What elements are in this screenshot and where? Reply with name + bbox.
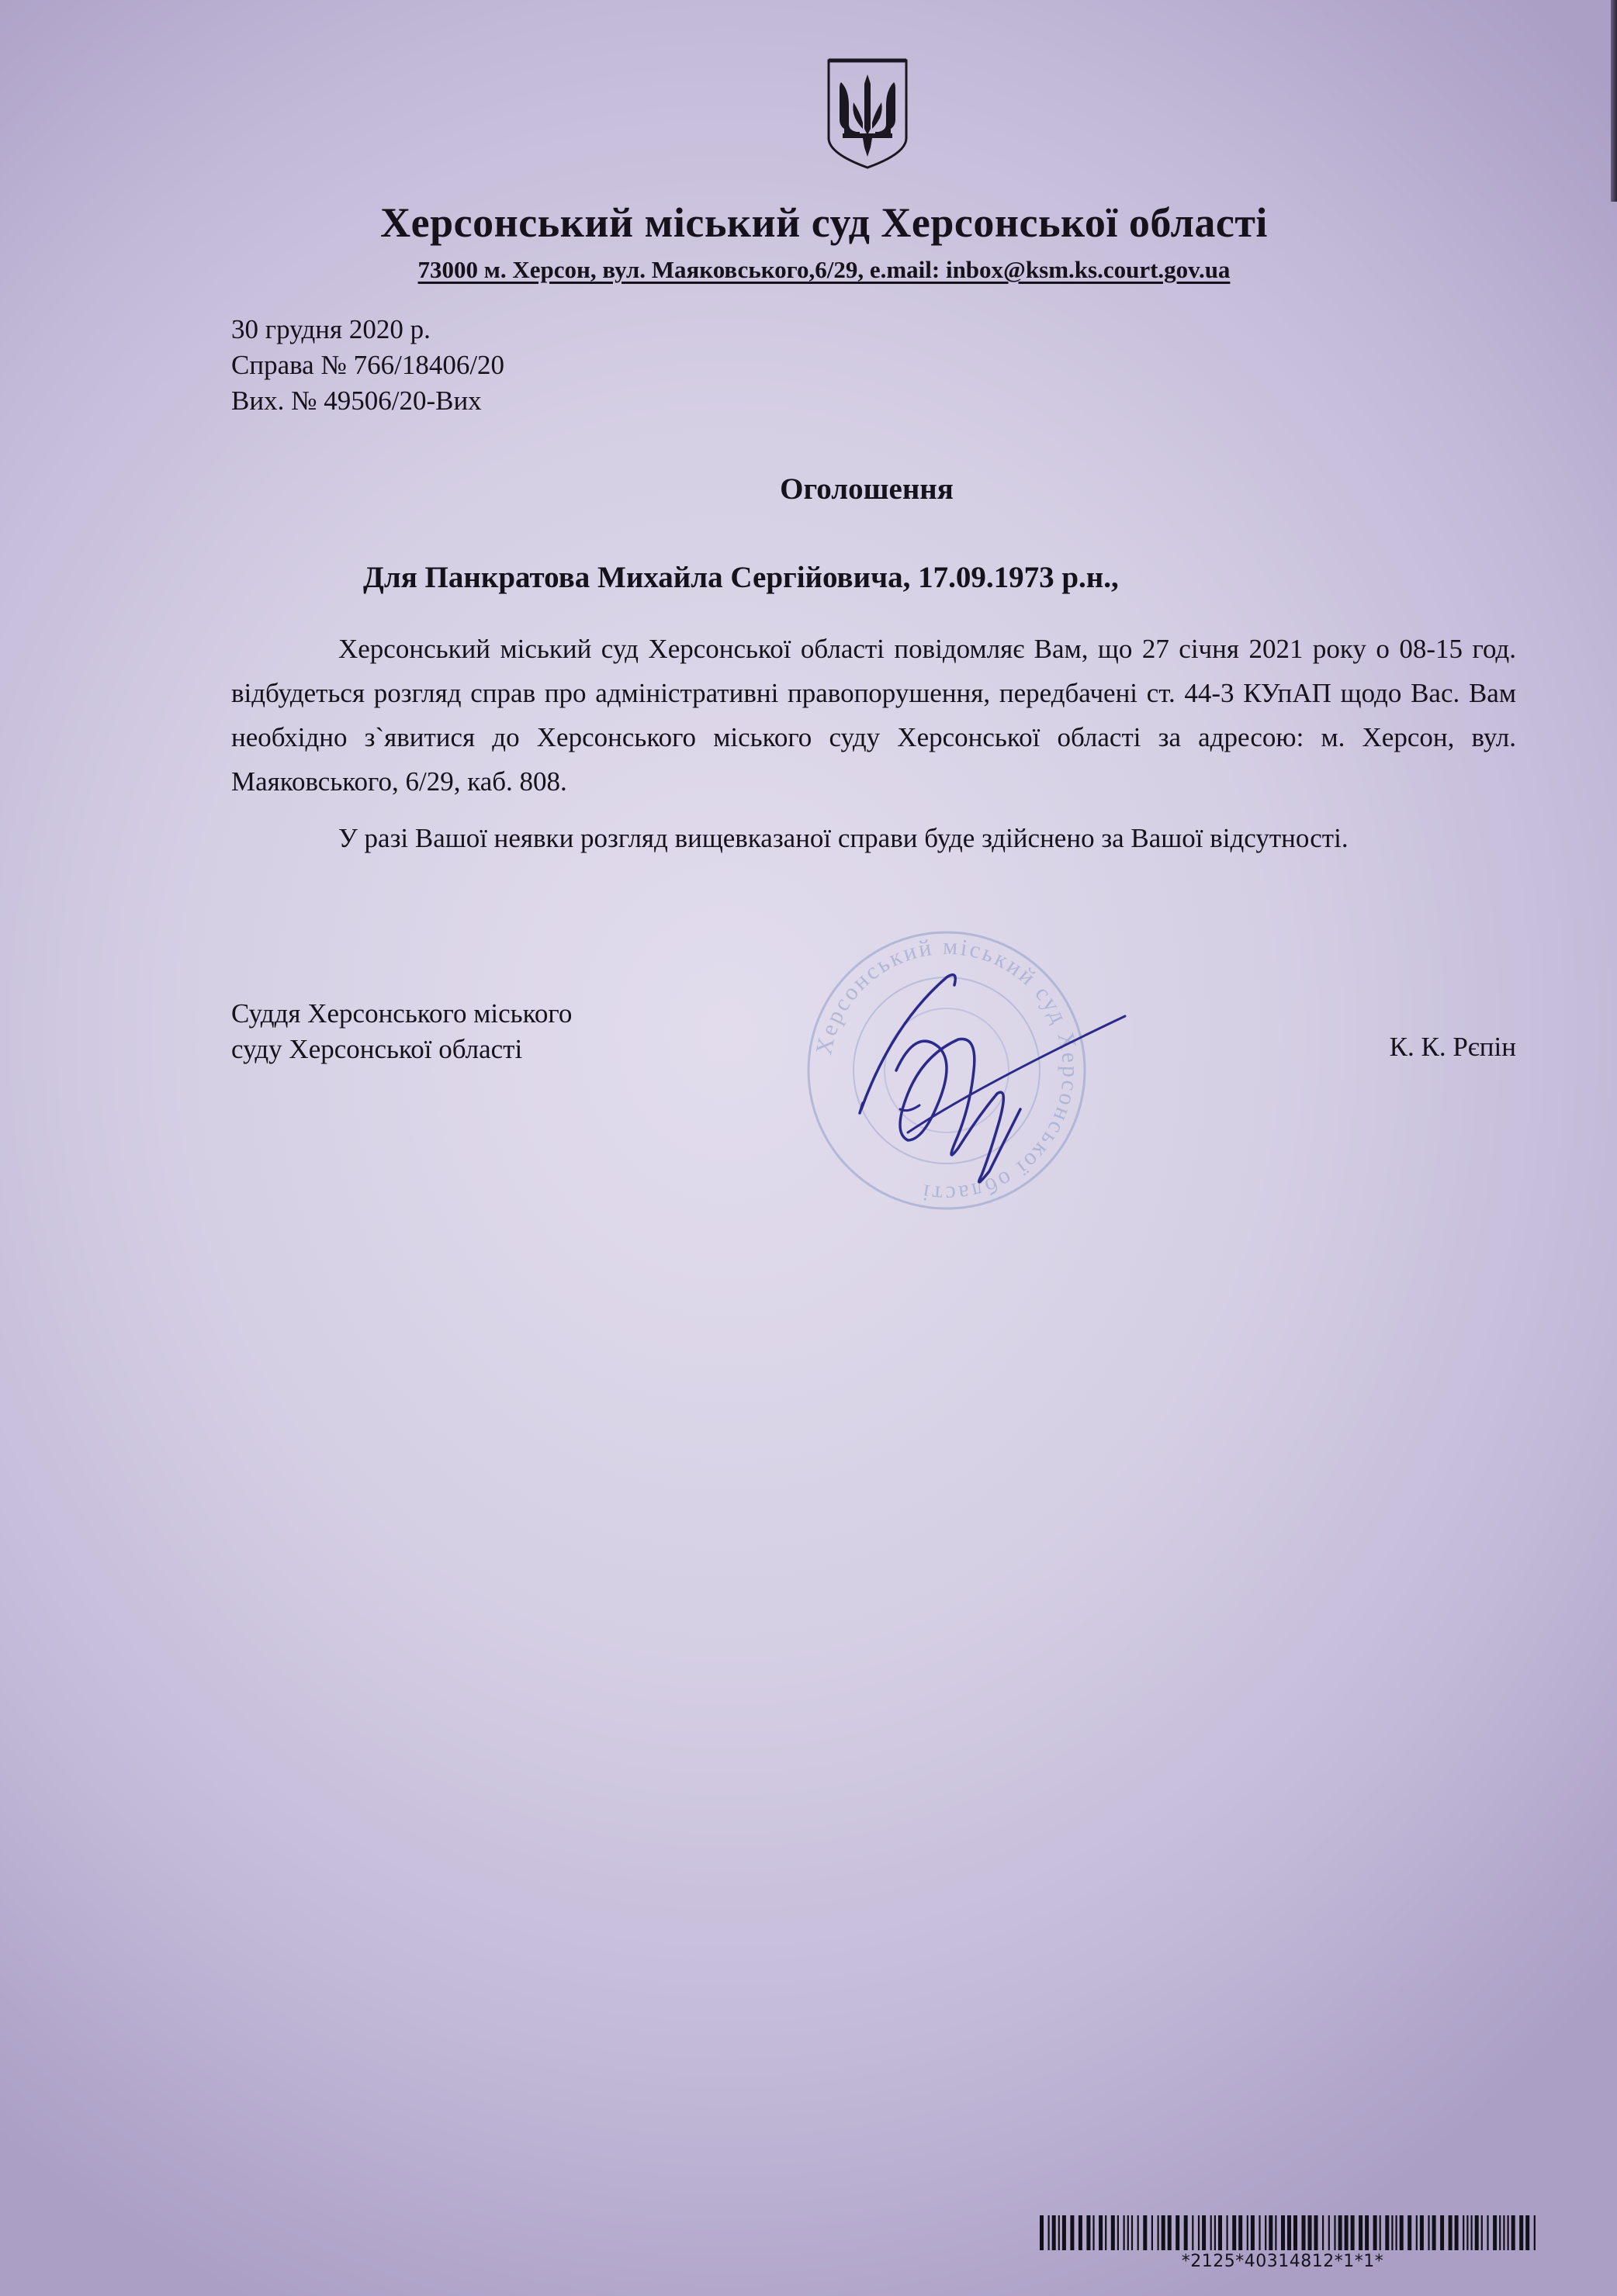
barcode-bar <box>1079 2215 1082 2250</box>
barcode-bar <box>1232 2215 1236 2250</box>
barcode-bar <box>1373 2215 1377 2250</box>
barcode-bar <box>1408 2215 1411 2250</box>
barcode-bar <box>1111 2215 1115 2250</box>
barcode-bar <box>1481 2215 1483 2250</box>
barcode-bar <box>1455 2215 1459 2250</box>
barcode-bar <box>1338 2215 1342 2250</box>
trident-emblem-icon <box>826 57 909 171</box>
barcode-bar <box>1158 2215 1159 2250</box>
barcode-number: *2125*40314812*1*1* <box>1181 2252 1384 2271</box>
barcode-bar <box>1269 2215 1272 2250</box>
barcode-bar <box>1391 2215 1393 2250</box>
barcode-bar <box>1052 2215 1056 2250</box>
court-name-heading: Херсонський міський суд Херсонської області <box>380 199 1268 246</box>
barcode-bar <box>1499 2215 1501 2250</box>
barcode-bar <box>1202 2215 1206 2250</box>
barcode-bar <box>1151 2215 1153 2250</box>
barcode-bar <box>1420 2215 1424 2250</box>
barcode-bar <box>1198 2215 1200 2250</box>
announcement-body <box>231 627 1516 860</box>
barcode-bar <box>1314 2215 1318 2250</box>
barcode-bar <box>1162 2215 1165 2250</box>
barcode-bar <box>1238 2215 1242 2250</box>
barcode-bar <box>1365 2215 1369 2250</box>
barcode-bar <box>1475 2215 1479 2250</box>
body-paragraph: Херсонський міський суд Херсонської області повідомляє Вам, що 27 січня 2021 року о 08-15 год. відбудеться розгляд справ про адміністративні правопорушення, передбачені ст. 44-3 КУпАП щодо Вас. Вам необхідно з`явитися до Херсонського міського суду Херсонської області за адресою: м. Херсон, вул. Маяковського, 6/29, каб. 808. <box>231 634 1516 797</box>
outgoing-number: Вих. № 49506/20-Вих <box>231 386 482 416</box>
seal-text: Херсонський міський суд Херсонської області <box>811 933 1084 1208</box>
barcode-bar <box>1503 2215 1504 2250</box>
case-number: Справа № 766/18406/20 <box>231 350 505 380</box>
barcode-bar <box>1487 2215 1488 2250</box>
barcode-bar <box>1302 2215 1306 2250</box>
barcode-bar <box>1396 2215 1397 2250</box>
barcode-bar <box>1184 2215 1188 2250</box>
barcode-bar <box>1048 2215 1050 2250</box>
document-meta <box>231 312 504 419</box>
barcode-bar <box>1214 2215 1216 2250</box>
barcode-bar <box>1124 2215 1125 2250</box>
signer-position-line: суду Херсонської області <box>231 1034 523 1064</box>
barcode-bar <box>1281 2215 1285 2250</box>
signer-name: К. К. Рєпін <box>1389 1032 1516 1062</box>
barcode-bar <box>1440 2215 1444 2250</box>
barcode-bar <box>1259 2215 1260 2250</box>
barcode-bar <box>1534 2215 1536 2250</box>
barcode-bar <box>1099 2215 1103 2250</box>
barcode-bar <box>1040 2215 1044 2250</box>
barcode-bar <box>1519 2215 1523 2250</box>
barcode-bar <box>1227 2215 1228 2250</box>
barcode-bar <box>1218 2215 1222 2250</box>
barcode-bar <box>1265 2215 1266 2250</box>
document-barcode <box>1038 2215 1543 2271</box>
signer-position <box>231 996 572 1067</box>
signer-position-line: Суддя Херсонського міського <box>231 998 573 1029</box>
document-date: 30 грудня 2020 р. <box>231 314 431 344</box>
scan-edge-shadow <box>1611 0 1617 202</box>
addressee-line: Для Панкратова Михайла Сергійовича, 17.09.1973 р.н., <box>363 561 1119 594</box>
barcode-bar <box>1086 2215 1090 2250</box>
barcode-bar <box>1359 2215 1363 2250</box>
barcode-bar <box>1322 2215 1324 2250</box>
barcode-bar <box>1192 2215 1193 2250</box>
barcode-bar <box>1287 2215 1291 2250</box>
announcement-title: Оголошення <box>780 472 954 506</box>
handwritten-signature <box>822 954 1148 1233</box>
barcode-bar <box>1449 2215 1453 2250</box>
barcode-bar <box>1168 2215 1172 2250</box>
barcode-bar <box>1508 2215 1509 2250</box>
barcode-bar <box>1432 2215 1436 2250</box>
barcode-bar <box>1210 2215 1212 2250</box>
barcode-bar <box>1493 2215 1497 2250</box>
barcode-bars <box>1038 2215 1543 2250</box>
barcode-bar <box>1334 2215 1335 2250</box>
barcode-bar <box>1308 2215 1312 2250</box>
barcode-bar <box>1131 2215 1133 2250</box>
court-address-line: 73000 м. Херсон, вул. Маяковського,6/29, e.mail: inbox@ksm.ks.court.gov.ua <box>417 256 1231 283</box>
barcode-bar <box>1351 2215 1355 2250</box>
barcode-bar <box>1137 2215 1139 2250</box>
barcode-bar <box>1345 2215 1349 2250</box>
barcode-bar <box>1471 2215 1473 2250</box>
barcode-bar <box>1400 2215 1404 2250</box>
barcode-bar <box>1511 2215 1515 2250</box>
barcode-bar <box>1466 2215 1468 2250</box>
barcode-bar <box>1416 2215 1418 2250</box>
barcode-bar <box>1251 2215 1255 2250</box>
barcode-bar <box>1143 2215 1147 2250</box>
body-paragraph: У разі Вашої неявки розгляд вищевказаної справи буде здійснено за Вашої відсутності. <box>338 823 1349 853</box>
barcode-bar <box>1275 2215 1276 2250</box>
barcode-bar <box>1328 2215 1330 2250</box>
barcode-bar <box>1380 2215 1381 2250</box>
barcode-bar <box>1525 2215 1529 2250</box>
barcode-bar <box>1062 2215 1066 2250</box>
barcode-bar <box>1092 2215 1094 2250</box>
barcode-bar <box>1117 2215 1119 2250</box>
barcode-bar <box>1070 2215 1074 2250</box>
barcode-bar <box>1105 2215 1106 2250</box>
barcode-bar <box>1176 2215 1179 2250</box>
barcode-bar <box>1247 2215 1248 2250</box>
barcode-bar <box>1463 2215 1464 2250</box>
barcode-bar <box>1058 2215 1060 2250</box>
barcode-bar <box>1385 2215 1389 2250</box>
barcode-bar <box>1293 2215 1297 2250</box>
barcode-bar <box>1127 2215 1129 2250</box>
barcode-bar <box>1428 2215 1429 2250</box>
